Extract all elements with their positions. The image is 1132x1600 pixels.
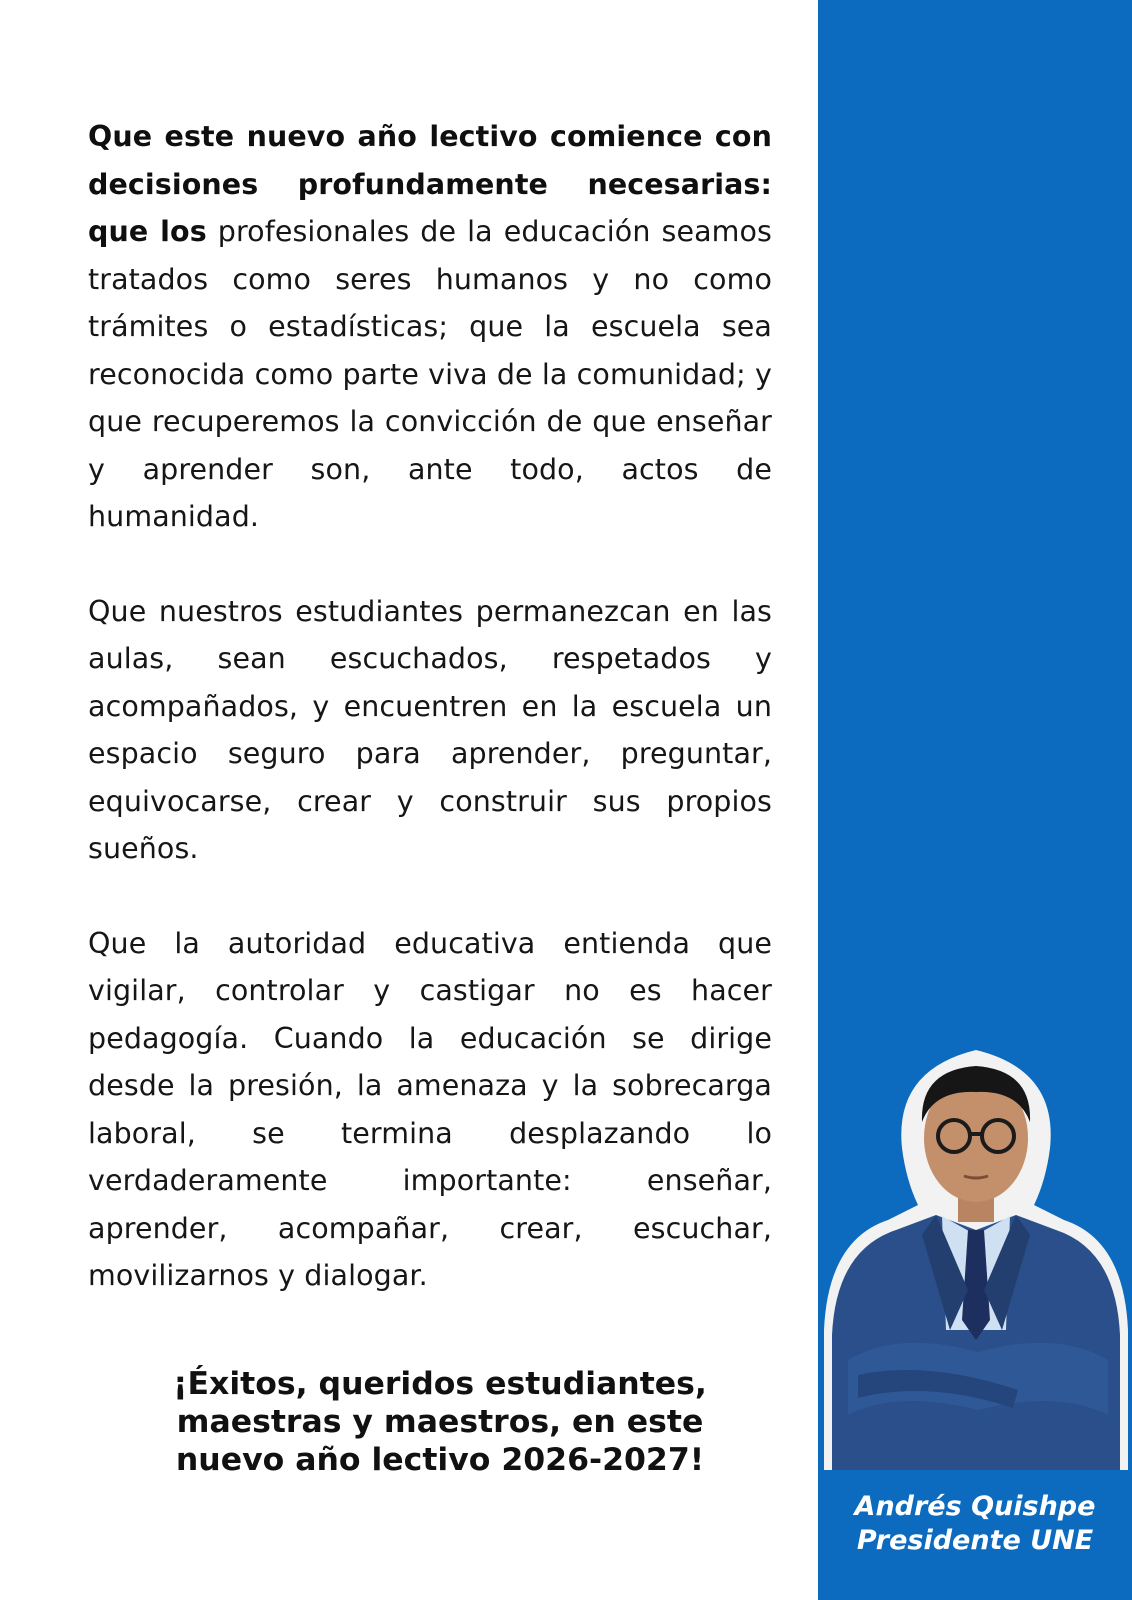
person-portrait-icon [818,1030,1132,1470]
closing-line-3: nuevo año lectivo 2026-2027! [175,1442,705,1478]
paragraph-1 [88,113,772,541]
closing-line-1: ¡Éxitos, queridos estudiantes, [173,1366,707,1402]
paragraph-2: Que nuestros estudiantes permanezcan en las aulas, sean escuchados, respetados y acompañados, y encuentren en la escuela un espacio seguro para aprender, preguntar, equivocarse, crear y construir sus propios sueños. [88,594,772,865]
paragraph-1-bold: Que este nuevo año lectivo comience con decisiones profundamente necesarias: que los [88,120,772,248]
closing-line-2: maestras y maestros, en este [176,1404,704,1440]
paragraph-1-text: profesionales de la educación seamos tratados como seres humanos y no como trámites o estadísticas; que la escuela sea reconocida como parte viva de la comunidad; y que recuperemos la convicción de que enseñar y aprender son, ante todo, actos de humanidad. [88,215,772,533]
author-name: Andrés Quishpe [854,1491,1096,1522]
paragraph-3: Que la autoridad educativa entienda que vigilar, controlar y castigar no es hacer pedagogía. Cuando la educación se dirige desde la presión, la amenaza y la sobrecarga laboral, se termina desplazando lo verdaderamente importante: enseñar, aprender, acompañar, crear, escuchar, movilizarnos y dialogar. [88,926,772,1292]
closing-message [110,1365,770,1479]
signature-block [818,1490,1132,1558]
author-role: Presidente UNE [856,1525,1094,1556]
letter-body [88,113,772,1300]
